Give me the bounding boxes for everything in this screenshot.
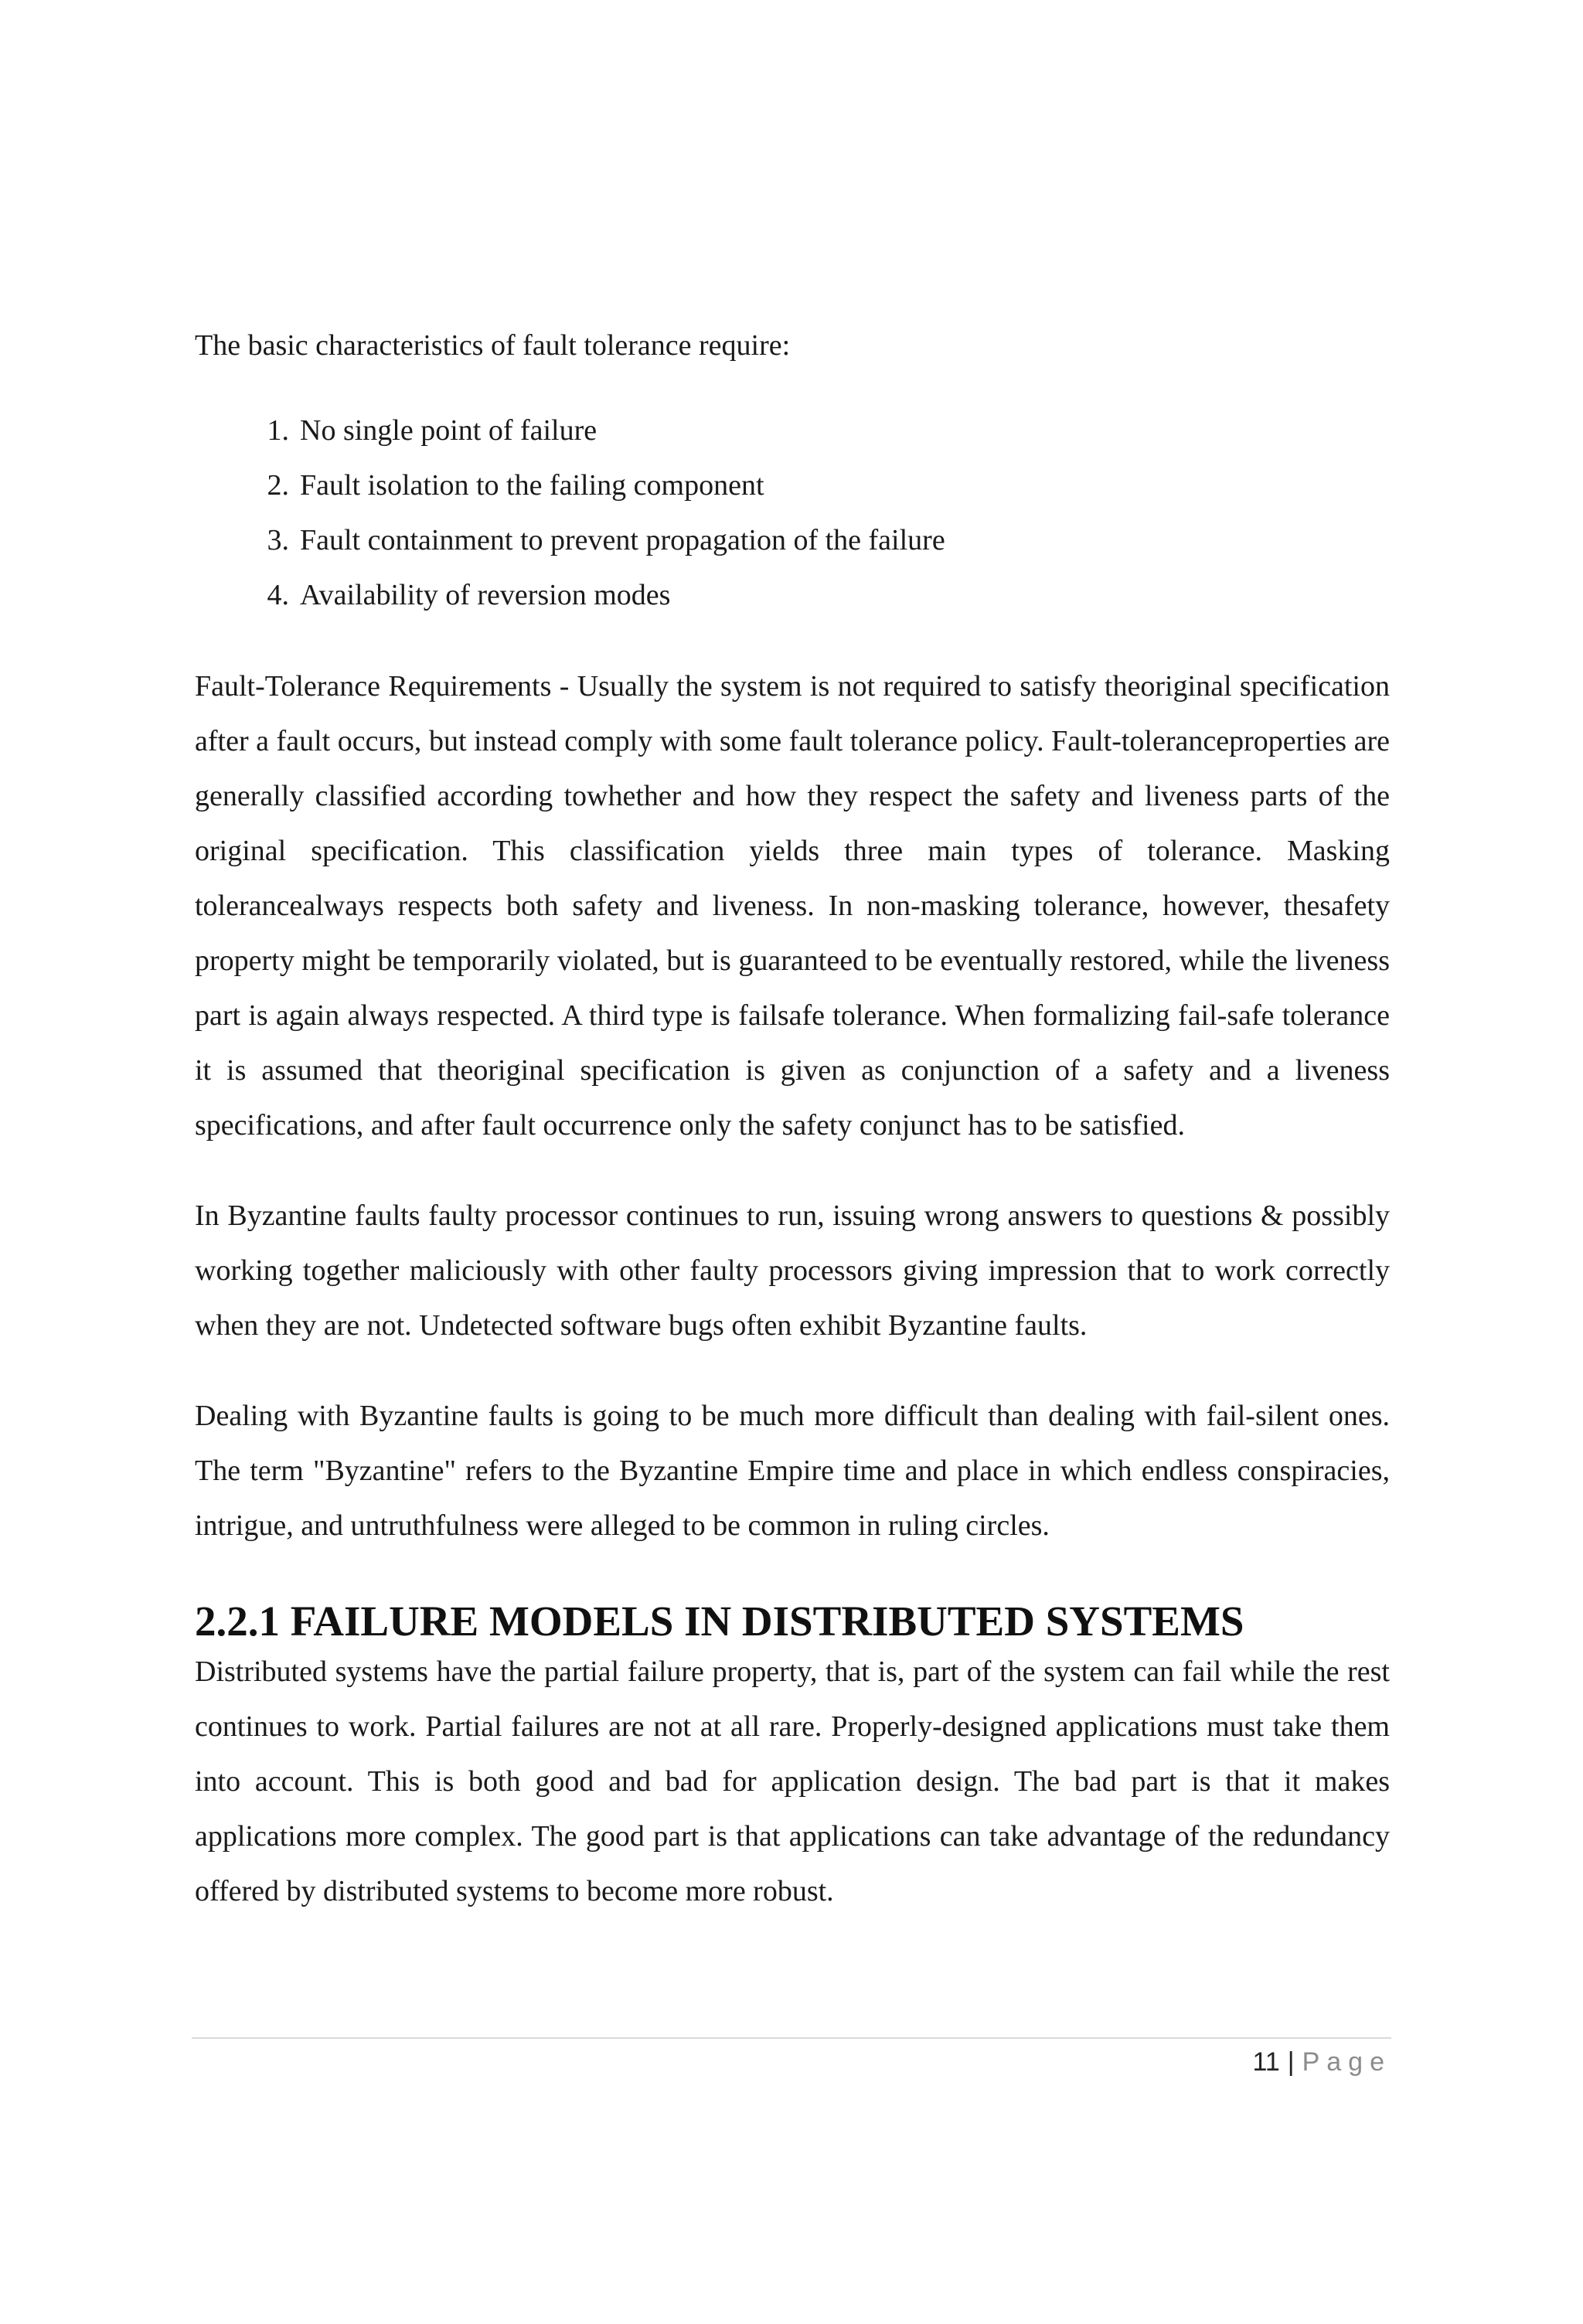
page-footer (1252, 2047, 1391, 2077)
footer-divider (192, 2037, 1391, 2039)
intro-sentence: The basic characteristics of fault tolerance require: (195, 329, 791, 362)
list-item-text: No single point of failure (300, 414, 597, 447)
list-item (195, 568, 1390, 623)
list-item-text: Fault containment to prevent propagation of the failure (300, 524, 945, 556)
distributed-paragraph: Distributed systems have the partial failure property, that is, part of the system can fail while the rest continues to work. Partial failures are not at all rare. Properly-designed applications must take them into account. This is both good and bad for application design. The bad part is that it makes applications more complex. The good part is that applications can take advantage of the redundancy offered by distributed systems to become more robust. (195, 1655, 1390, 1907)
list-item-number: 3. (267, 524, 289, 556)
page-body (195, 318, 1390, 1919)
page-number: 11 (1252, 2047, 1280, 2077)
list-item-text: Fault isolation to the failing component (300, 469, 764, 502)
list-item-number: 1. (267, 414, 289, 447)
section-heading: 2.2.1 FAILURE MODELS IN DISTRIBUTED SYSTEMS (195, 1598, 1244, 1645)
footer-separator: | (1287, 2047, 1295, 2077)
list-item (195, 513, 1390, 568)
requirements-paragraph: Fault-Tolerance Requirements - Usually the system is not required to satisfy theoriginal specification after a fault occurs, but instead comply with some fault tolerance policy. Fault-toleranceproperties are generally classified according towhether and how they respect the safety and liveness parts of the original specification. This classification yields three main types of tolerance. Masking tolerancealways respects both safety and liveness. In non-masking tolerance, however, thesafety property might be temporarily violated, but is guaranteed to be eventually restored, while the liveness part is again always respected. A third type is failsafe tolerance. When formalizing fail-safe tolerance it is assumed that theoriginal specification is given as conjunction of a safety and a liveness specifications, and after fault occurrence only the safety conjunct has to be satisfied. (195, 670, 1390, 1142)
list-item-text: Availability of reversion modes (300, 579, 671, 611)
dealing-paragraph: Dealing with Byzantine faults is going to be much more difficult than dealing with fail-silent ones. The term "Byzantine" refers to the Byzantine Empire time and place in which endless conspiracies, intrigue, and untruthfulness were alleged to be common in ruling circles. (195, 1400, 1390, 1542)
byzantine-paragraph: In Byzantine faults faulty processor continues to run, issuing wrong answers to questions & possibly working together maliciously with other faulty processors giving impression that to work correctly when they are not. Undetected software bugs often exhibit Byzantine faults. (195, 1199, 1390, 1342)
list-item-number: 2. (267, 469, 289, 502)
list-item (195, 403, 1390, 458)
list-item (195, 458, 1390, 513)
list-item-number: 4. (267, 579, 289, 611)
characteristics-list (195, 403, 1390, 623)
page-label: Page (1302, 2047, 1391, 2077)
